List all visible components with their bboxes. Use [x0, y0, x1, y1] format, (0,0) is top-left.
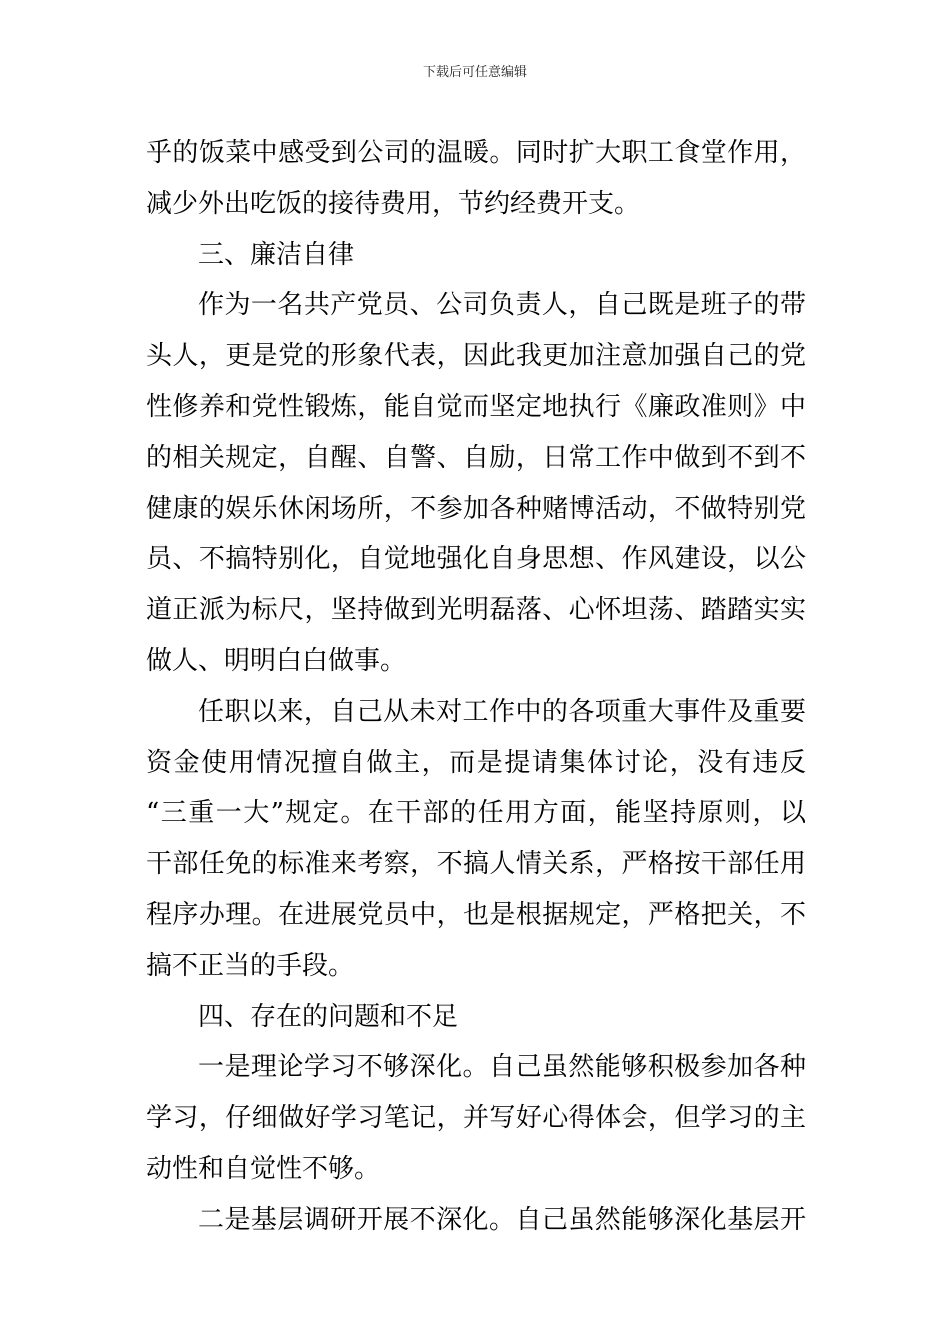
text-line: 员、不搞特别化，自觉地强化自身思想、作风建设，以公 — [146, 544, 806, 575]
text-line: 程序办理。在进展党员中，也是根据规定，严格把关，不 — [146, 899, 806, 930]
text-line: 健康的娱乐休闲场所，不参加各种赌博活动，不做特别党 — [146, 493, 806, 524]
text-line: 学习，仔细做好学习笔记，并写好心得体会，但学习的主 — [146, 1103, 806, 1134]
text-line: 道正派为标尺，坚持做到光明磊落、心怀坦荡、踏踏实实 — [146, 595, 806, 626]
text-line: 减少外出吃饭的接待费用，节约经费开支。 — [146, 188, 641, 219]
text-line: 作为一名共产党员、公司负责人，自己既是班子的带 — [198, 290, 806, 321]
text-line: 动性和自觉性不够。 — [146, 1153, 381, 1184]
document-body — [146, 128, 806, 1246]
text-line: 的相关规定，自醒、自警、自励，日常工作中做到不到不 — [146, 442, 806, 473]
text-line: 资金使用情况擅自做主，而是提请集体讨论，没有违反 — [146, 747, 806, 778]
text-line: 三、廉洁自律 — [198, 239, 355, 270]
text-line: 头人，更是党的形象代表，因此我更加注意加强自己的党 — [146, 341, 806, 372]
page-header: 下载后可任意编辑 — [422, 65, 527, 80]
text-line: 乎的饭菜中感受到公司的温暖。同时扩大职工食堂作用， — [146, 138, 806, 168]
text-line: 四、存在的问题和不足 — [198, 1001, 459, 1032]
text-line: “三重一大”规定。在干部的任用方面，能坚持原则，以 — [146, 798, 806, 829]
text-line: 任职以来，自己从未对工作中的各项重大事件及重要 — [198, 696, 806, 727]
text-line: 性修养和党性锻炼，能自觉而坚定地执行《廉政准则》中 — [146, 391, 806, 422]
text-line: 干部任免的标准来考察，不搞人情关系，严格按干部任用 — [146, 849, 806, 880]
text-line: 搞不正当的手段。 — [146, 950, 355, 981]
text-line: 一是理论学习不够深化。自己虽然能够积极参加各种 — [198, 1052, 806, 1083]
text-line: 二是基层调研开展不深化。自己虽然能够深化基层开 — [198, 1204, 806, 1235]
text-line: 做人、明明白白做事。 — [146, 645, 407, 676]
